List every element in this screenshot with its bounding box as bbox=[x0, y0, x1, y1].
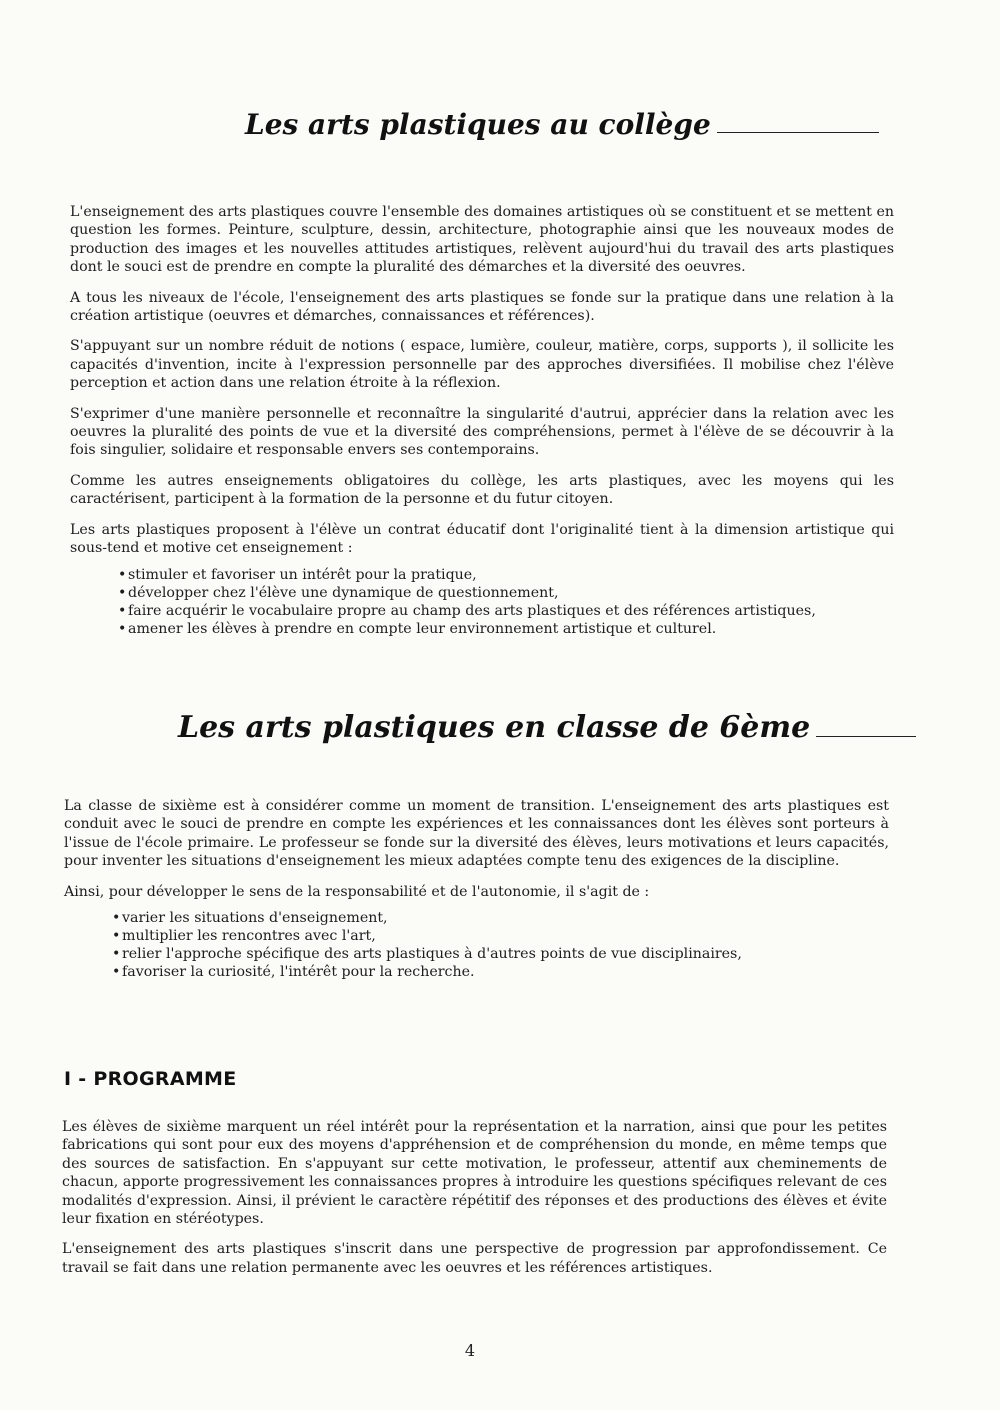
section-title-programme: I - PROGRAMME bbox=[64, 1068, 237, 1090]
bullet-icon: • bbox=[112, 964, 121, 981]
list-item bbox=[118, 566, 894, 584]
list-item-text: faire acquérir le vocabulaire propre au champ des arts plastiques et des références artistiques, bbox=[128, 602, 816, 619]
list-item-text: multiplier les rencontres avec l'art, bbox=[122, 928, 376, 945]
paragraph: L'enseignement des arts plastiques couvre l'ensemble des domaines artistiques où se constituent et se mettent en question les formes. Peinture, sculpture, dessin, architecture, photographie ainsi que les nouveaux modes de production des images et les nouvelles attitudes artistiques, relèvent aujourd'hui du travail des arts plastiques dont le souci est de prendre en compte la pluralité des démarches et la diversité des oeuvres. bbox=[70, 204, 894, 276]
list-item-text: relier l'approche spécifique des arts plastiques à d'autres points de vue disciplinaires, bbox=[122, 946, 742, 963]
list-item bbox=[112, 909, 889, 927]
list-item-text: varier les situations d'enseignement, bbox=[122, 910, 388, 927]
heading-arts-plastiques-college bbox=[245, 108, 879, 141]
heading-2-text: Les arts plastiques en classe de 6ème bbox=[178, 710, 811, 745]
paragraph: S'appuyant sur un nombre réduit de notions ( espace, lumière, couleur, matière, corps, supports ), il sollicite les capacités d'invention, incite à l'expression personnelle par des approches diversifiées. Il mobilise chez l'élève perception et action dans une relation étroite à la réflexion. bbox=[70, 338, 894, 392]
paragraph: Comme les autres enseignements obligatoires du collège, les arts plastiques, avec les moyens qui les caractérisent, participent à la formation de la personne et du futur citoyen. bbox=[70, 472, 894, 508]
section-college-body bbox=[70, 203, 894, 638]
section-6eme-body bbox=[64, 797, 889, 981]
list-item bbox=[118, 602, 894, 620]
bullet-list-objectives bbox=[70, 566, 894, 638]
paragraph: Ainsi, pour développer le sens de la responsabilité et de l'autonomie, il s'agit de : bbox=[64, 883, 650, 900]
heading-2-rule bbox=[816, 736, 916, 737]
list-item-text: stimuler et favoriser un intérêt pour la pratique, bbox=[128, 566, 477, 583]
bullet-icon: • bbox=[118, 584, 127, 601]
bullet-icon: • bbox=[118, 620, 127, 637]
list-item bbox=[112, 927, 889, 945]
list-item-text: développer chez l'élève une dynamique de questionnement, bbox=[128, 584, 559, 601]
heading-arts-plastiques-6eme bbox=[178, 710, 916, 745]
paragraph: Les élèves de sixième marquent un réel intérêt pour la représentation et la narration, ainsi que pour les petites fabrications qui sont pour eux des moyens d'appréhension et de compréhension du monde, en même temps que des sources de satisfaction. En s'appuyant sur cette motivation, le professeur, attentif aux cheminements de chacun, apporte progressivement les connaissances propres à introduire les questions spécifiques relevant de ces modalités d'expression. Ainsi, il prévient le caractère répétitif des réponses et des productions des élèves et évite leur fixation en stéréotypes. bbox=[62, 1119, 887, 1228]
paragraph: La classe de sixième est à considérer comme un moment de transition. L'enseignement des arts plastiques est conduit avec le souci de prendre en compte les expériences et les connaissances dont les élèves sont porteurs à l'issue de l'école primaire. Le professeur se fonde sur la diversité des élèves, leurs motivations et leurs capacités, pour inventer les situations d'enseignement les mieux adaptées compte tenu des exigences de la discipline. bbox=[64, 798, 889, 870]
page-number: 4 bbox=[464, 1341, 476, 1360]
list-item bbox=[118, 584, 894, 602]
bullet-icon: • bbox=[112, 946, 121, 963]
heading-1-text: Les arts plastiques au collège bbox=[245, 108, 711, 141]
list-item-text: favoriser la curiosité, l'intérêt pour la recherche. bbox=[122, 964, 475, 981]
heading-1-rule bbox=[717, 132, 879, 133]
paragraph: Les arts plastiques proposent à l'élève un contrat éducatif dont l'originalité tient à la dimension artistique qui sous-tend et motive cet enseignement : bbox=[70, 521, 894, 557]
list-item bbox=[112, 963, 889, 981]
paragraph: L'enseignement des arts plastiques s'inscrit dans une perspective de progression par approfondissement. Ce travail se fait dans une relation permanente avec les oeuvres et les références artistiques. bbox=[62, 1241, 887, 1276]
section-programme-body bbox=[62, 1118, 887, 1289]
list-item bbox=[118, 620, 894, 638]
bullet-icon: • bbox=[118, 566, 127, 583]
list-item-text: amener les élèves à prendre en compte leur environnement artistique et culturel. bbox=[128, 620, 717, 637]
paragraph: A tous les niveaux de l'école, l'enseignement des arts plastiques se fonde sur la pratique dans une relation à la création artistique (oeuvres et démarches, connaissances et références). bbox=[70, 289, 894, 325]
bullet-icon: • bbox=[112, 928, 121, 945]
bullet-list-autonomie bbox=[64, 909, 889, 981]
bullet-icon: • bbox=[118, 602, 127, 619]
paragraph: S'exprimer d'une manière personnelle et reconnaître la singularité d'autrui, apprécier dans la relation avec les oeuvres la pluralité des points de vue et la diversité des compréhensions, permet à l'élève de se découvrir à la fois singulier, solidaire et responsable envers ses contemporains. bbox=[70, 405, 894, 459]
list-item bbox=[112, 945, 889, 963]
bullet-icon: • bbox=[112, 910, 121, 927]
